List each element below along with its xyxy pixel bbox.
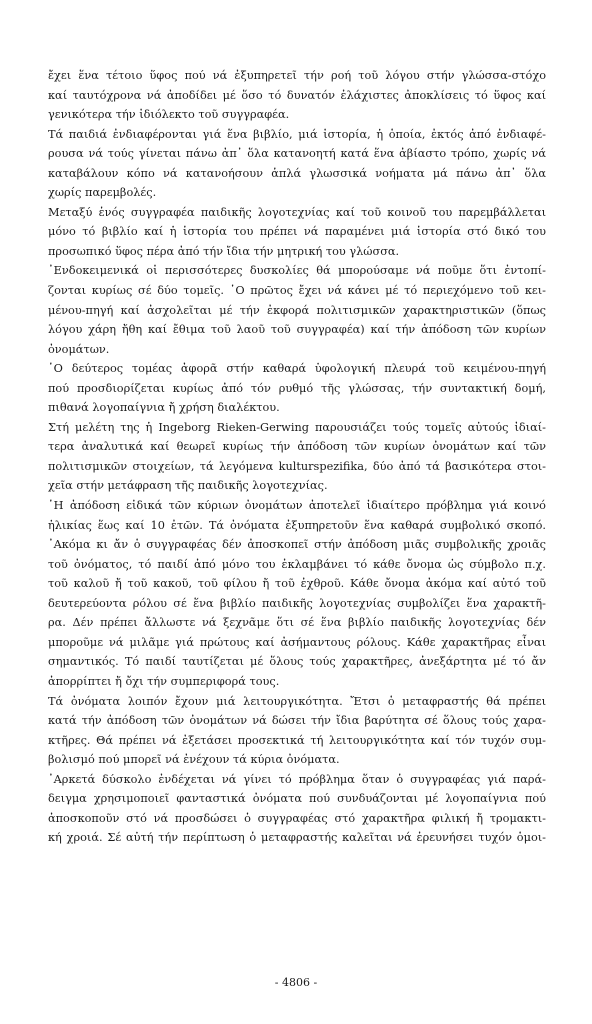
text-line: πολιτισμικῶν στοιχείων, τά λεγόμενα kulturspezifika, δύο ἀπό τά βασικότερα στοι- <box>48 459 546 473</box>
text-line: βολισμό πού μπορεῖ νά ἐνέχουν τά κύρια ὀνόματα. <box>48 753 340 767</box>
text-line: ρα. Δέν πρέπει ἄλλωστε νά ξεχνᾶμε ὅτι σέ ἕνα βιβλίο παιδικῆς λογοτεχνίας δέν <box>48 616 546 630</box>
text-line: γενικότερα τήν ἰδιόλεκτο τοῦ συγγραφέα. <box>48 108 290 122</box>
body-text <box>48 66 546 848</box>
text-line: κή χροιά. Σέ αὐτή τήν περίπτωση ὁ μεταφραστής καλεῖται νά ἐρευνήσει τυχόν ὁμοι- <box>48 831 546 845</box>
text-line: Στή μελέτη της ἡ Ingeborg Rieken-Gerwing παρουσιάζει τούς τομεῖς αὐτούς ἰδιαί- <box>48 420 546 434</box>
text-line: ὀνομάτων. <box>48 342 110 356</box>
text-line: ἀποσκοποῦν στό νά προσδώσει ὁ συγγραφέας στό χαρακτῆρα φιλική ἤ τρομακτι- <box>48 811 546 825</box>
text-line: Μεταξύ ἑνός συγγραφέα παιδικῆς λογοτεχνίας καί τοῦ κοινοῦ του παρεμβάλλεται <box>48 205 546 219</box>
text-line: μόνο τό βιβλίο καί ἡ ἱστορία του πρέπει νά παραμένει μιά ἱστορία στό δικό του <box>48 225 546 239</box>
text-line: κτῆρες. Θά πρέπει νά ἐξετάσει προσεκτικά τή λειτουργικότητα καί τόν τυχόν συμ- <box>48 733 546 747</box>
text-line: Τά παιδιά ἐνδιαφέρονται γιά ἕνα βιβλίο, μιά ἱστορία, ἡ ὁποία, ἐκτός ἀπό ἐνδιαφέ- <box>48 127 546 141</box>
text-line: καί ταυτόχρονα νά ἀποδίδει μέ ὅσο τό δυνατόν ἐλάχιστες ἀποκλίσεις τό ὕφος καί <box>48 88 546 102</box>
text-line: ᾽Αρκετά δύσκολο ἐνδέχεται νά γίνει τό πρόβλημα ὅταν ὁ συγγραφέας γιά παρά- <box>48 772 546 786</box>
text-line: δειγμα χρησιμοποιεῖ φανταστικά ὀνόματα πού συνδυάζονται μέ λογοπαίγνια πού <box>48 792 546 806</box>
text-line: τοῦ ὀνόματος, τό παιδί ἀπό μόνο του ἐκλαμβάνει τό κάθε ὄνομα ὡς σύμβολο π.χ. <box>48 557 546 571</box>
page-number: - 4806 - <box>274 976 318 989</box>
text-line: χεῖα στήν μετάφραση τῆς παιδικῆς λογοτεχνίας. <box>48 479 328 493</box>
text-line: μένου-πηγή καί ἀσχολεῖται μέ τήν ἐκφορά πολιτισμικῶν χαρακτηριστικῶν (ὅπως <box>48 303 546 317</box>
text-line: κατά τήν ἀπόδοση τῶν ὀνομάτων νά δώσει τήν ἴδια βαρύτητα σέ ὅλους τούς χαρα- <box>48 714 546 728</box>
text-line: ῾Ο δεύτερος τομέας ἀφορᾶ στήν καθαρά ὑφολογική πλευρά τοῦ κειμένου-πηγή <box>48 362 546 376</box>
text-line: χωρίς παρεμβολές. <box>48 186 157 200</box>
text-line: ζονται κυρίως σέ δύο τομεῖς. ῾Ο πρῶτος ἔχει νά κάνει μέ τό περιεχόμενο τοῦ κει- <box>48 284 546 298</box>
text-line: ῾Η ἀπόδοση εἰδικά τῶν κύριων ὀνομάτων ἀποτελεῖ ἰδιαίτερο πρόβλημα γιά κοινό <box>48 499 546 513</box>
text-line: πιθανά λογοπαίγνια ἤ χρήση διαλέκτου. <box>48 401 280 415</box>
text-line: Τά ὀνόματα λοιπόν ἔχουν μιά λειτουργικότητα. Ἔτσι ὁ μεταφραστής θά πρέπει <box>48 694 546 708</box>
text-line: μποροῦμε νά μιλᾶμε γιά πρώτους καί ἀσήμαντους ρόλους. Κάθε χαρακτῆρας εἶναι <box>48 635 546 649</box>
text-line: ἔχει ἕνα τέτοιο ὕφος πού νά ἐξυπηρετεῖ τήν ροή τοῦ λόγου στήν γλώσσα-στόχο <box>48 69 546 82</box>
text-line: ᾽Ενδοκειμενικά οἱ περισσότερες δυσκολίες θά μπορούσαμε νά ποῦμε ὅτι ἐντοπί- <box>48 264 546 278</box>
text-line: ρουσα νά τούς γίνεται πάνω ἀπ᾽ ὅλα κατανοητή κατά ἕνα ἀβίαστο τρόπο, χωρίς νά <box>48 147 546 161</box>
text-line: ἀπορρίπτει ἤ ὄχι τήν συμπεριφορά τους. <box>48 674 280 688</box>
text-line: πού προσδιορίζεται κυρίως ἀπό τόν ρυθμό τῆς γλώσσας, τήν συντακτική δομή, <box>48 381 546 395</box>
text-line: δευτερεύοντα ρόλου σέ ἕνα βιβλίο παιδικῆς λογοτεχνίας συμβολίζει ἕνα χαρακτῆ- <box>48 596 546 610</box>
text-line: τοῦ καλοῦ ἤ τοῦ κακοῦ, τοῦ φίλου ἤ τοῦ ἐχθροῦ. Κάθε ὄνομα ἀκόμα καί αὐτό τοῦ <box>48 577 546 591</box>
text-line: ἡλικίας ἕως καί 10 ἐτῶν. Τά ὀνόματα ἐξυπηρετοῦν ἕνα καθαρά συμβολικό σκοπό. <box>48 518 546 532</box>
text-line: προσωπικό ὕφος πέρα ἀπό τήν ἴδια τήν μητρική του γλώσσα. <box>48 244 400 258</box>
text-line: καταβάλουν κόπο νά κατανοήσουν ἁπλά γλωσσικά νοήματα μά πάνω ἀπ᾽ ὅλα <box>48 166 546 180</box>
text-line: τερα ἀναλυτικά καί θεωρεῖ κυρίως τήν ἀπόδοση τῶν κυρίων ὀνομάτων καί τῶν <box>48 440 546 454</box>
text-line: λόγου χάρη ἤθη καί ἔθιμα τοῦ λαοῦ τοῦ συγγραφέα) καί τήν ἀπόδοση τῶν κυρίων <box>48 323 546 337</box>
text-line: σημαντικός. Τό παιδί ταυτίζεται μέ ὅλους τούς χαρακτῆρες, ἀνεξάρτητα μέ τό ἄν <box>48 655 546 669</box>
text-line: ᾽Ακόμα κι ἄν ὁ συγγραφέας δέν ἀποσκοπεῖ στήν ἀπόδοση μιᾶς συμβολικῆς χροιᾶς <box>48 538 546 552</box>
